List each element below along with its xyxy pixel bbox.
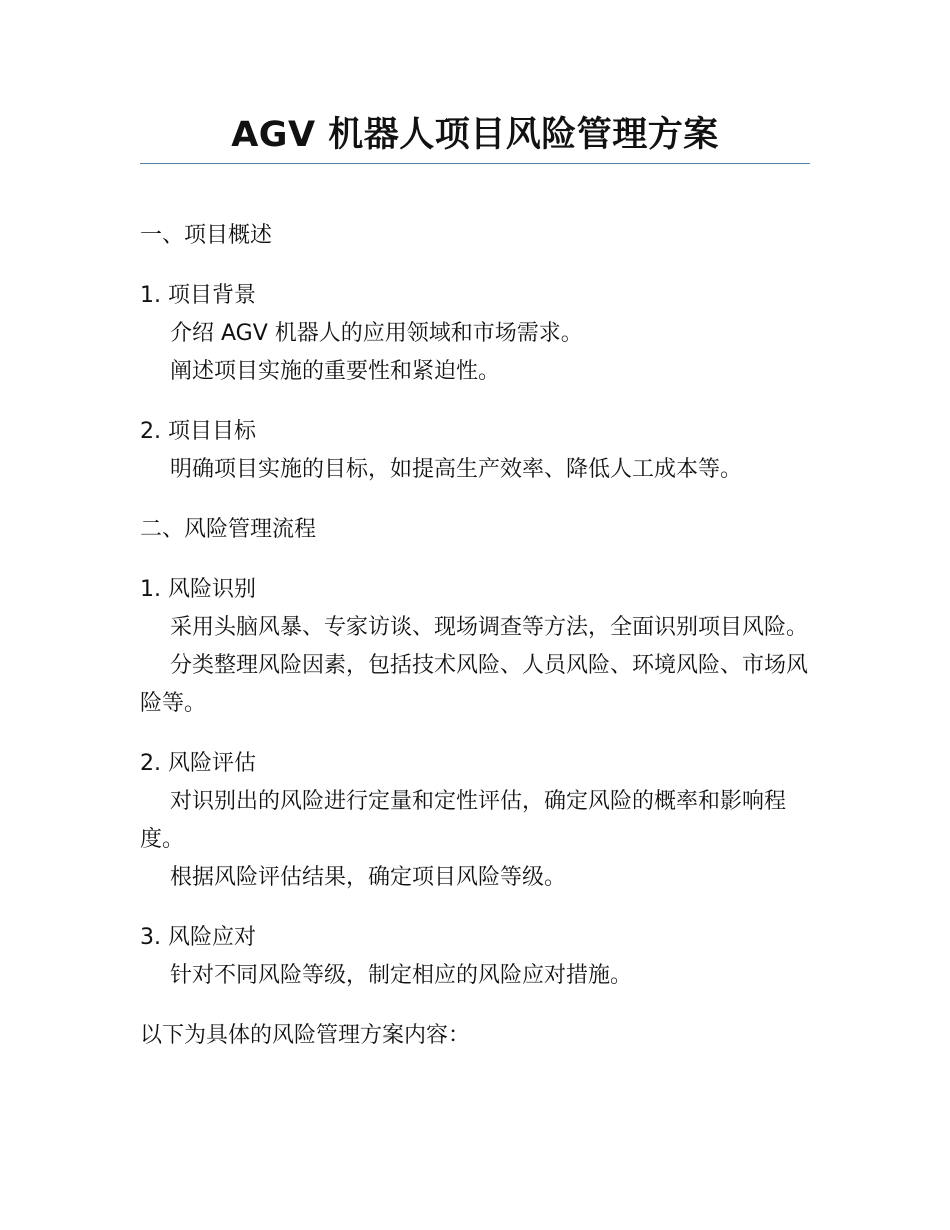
subheading-background: 1. 项目背景 [140,283,256,308]
background-line: 阐述项目实施的重要性和紧迫性。 [170,359,501,384]
subheading-assess: 2. 风险评估 [140,751,256,776]
identify-paragraph: 分类整理风险因素，包括技术风险、人员风险、环境风险、市场风险等。 [140,653,809,716]
subheading-identify: 1. 风险识别 [140,577,256,602]
assess-paragraph: 对识别出的风险进行定量和定性评估，确定风险的概率和影响程度。 [140,789,787,852]
document-title: AGV 机器人项目风险管理方案 [231,115,719,155]
subheading-respond: 3. 风险应对 [140,925,256,950]
goals-line: 明确项目实施的目标，如提高生产效率、降低人工成本等。 [170,457,743,482]
section-heading-process: 二、风险管理流程 [140,517,317,542]
document-page [140,0,810,1055]
closing-text: 以下为具体的风险管理方案内容： [140,1023,471,1048]
title-divider [140,163,810,164]
identify-paragraph: 采用头脑风暴、专家访谈、现场调查等方法，全面识别项目风险。 [170,615,809,640]
respond-paragraph: 针对不同风险等级，制定相应的风险应对措施。 [170,963,633,988]
background-line: 介绍 AGV 机器人的应用领域和市场需求。 [170,321,583,346]
assess-paragraph: 根据风险评估结果，确定项目风险等级。 [170,865,567,890]
section-heading-overview: 一、项目概述 [140,223,273,248]
document-body [140,217,810,1055]
subheading-goals: 2. 项目目标 [140,419,256,444]
